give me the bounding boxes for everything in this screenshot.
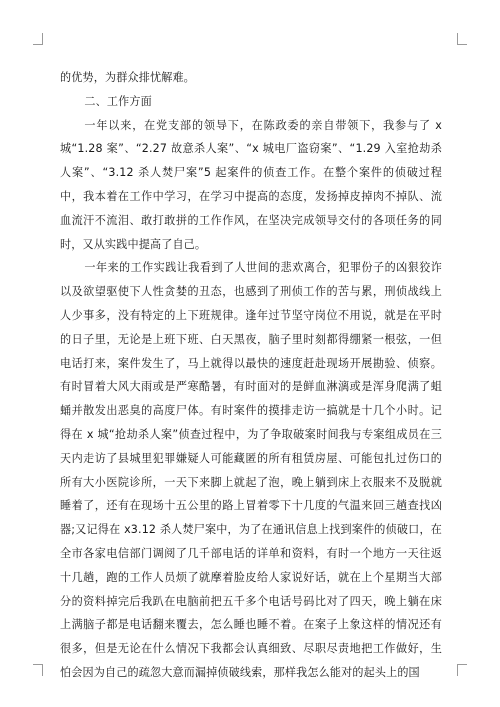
page-corner-mark-bottom-right — [457, 664, 467, 676]
page-corner-mark-bottom-left — [33, 664, 43, 676]
document-body — [60, 66, 442, 685]
paragraph-1: 的优势，为群众排忧解难。 — [60, 71, 195, 84]
section-heading: 二、工作方面 — [84, 94, 152, 108]
page-corner-mark-top-left — [33, 33, 43, 45]
paragraph-2: 一年以来，在党支部的领导下，在陈政委的亲自带领下，我参与了 x 城“1.28 案”、“2.27 故意杀人案”、“x 城电厂盗窃案”、“1.29 入室抢劫杀人案”、“3.12 杀人焚尸案”5 起案件的侦查工作。在整个案件的侦破过程中，我本着在工作中学习，在学习中提高的态度，发扬掉皮掉肉不掉队、流血流汗不流泪、敢打敢拼的工作作风，在坚决完成领导交付的各项任务的同时，又从实践中提高了自己。 — [60, 118, 442, 251]
page-corner-mark-top-right — [457, 33, 467, 45]
paragraph-3: 一年来的工作实践让我看到了人世间的悲欢离合，犯罪份子的凶狠狡诈以及欲望驱使下人性贪婪的丑态，也感到了刑侦工作的苦与累，刑侦战线上人少事多，没有特定的上下班规律。逢年过节坚守岗位不用说，就是在平时的日子里，无论是上班下班、白天黑夜，脑子里时刻都得绷紧一根弦，一但电话打来，案件发生了，马上就得以最快的速度赶赴现场开展勘验、侦察。有时冒着大风大雨或是严寒酷暑，有时面对的是鲜血淋漓或是浑身爬满了蛆蛹并散发出恶臭的高度尸体。有时案件的摸排走访一搞就是十几个小时。记得在 x 城“抢劫杀人案”侦查过程中，为了争取破案时间我与专案组成员在三天内走访了县城里犯罪嫌疑人可能藏匿的所有租赁房屋、可能包扎过伤口的所有大小医院诊所，一天下来脚上就起了泡，晚上躺到床上衣服来不及脱就睡着了，还有在现场十五公里的路上冒着零下十几度的气温来回三趟查找凶器;又记得在 x3.12 杀人焚尸案中，为了在通讯信息上找到案件的侦破口，在全市各家电信部门调阅了几千部电话的详单和资料，有时一个地方一天往返十几趟，跑的工作人员烦了就摩着脸皮给人家说好话，就在上个星期当大部分的资料掉完后我趴在电脑前把五千多个电话号码比对了四天，晚上躺在床上满脑子都是电话翻来覆去，怎么睡也睡不着。在案子上象这样的情况还有很多，但是无论在什么情况下我都会认真细致、尽职尽责地把工作做好，生怕会因为自己的疏忽大意而漏掉侦破线索，那样我怎么能对的起头上的国 — [60, 261, 442, 679]
